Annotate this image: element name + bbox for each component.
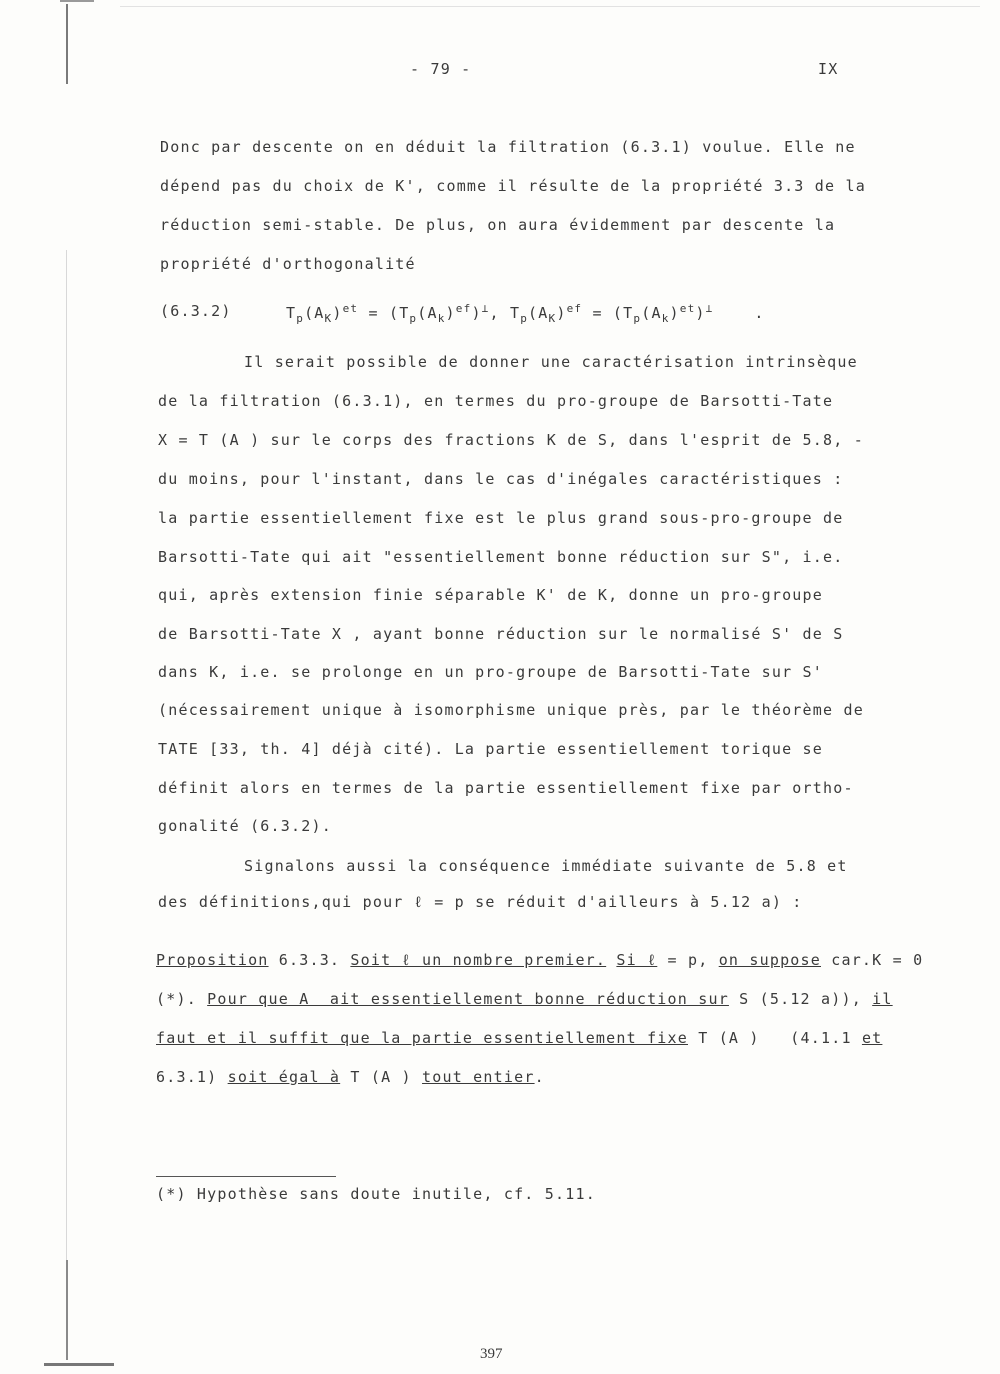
scan-binding-mark bbox=[66, 4, 68, 84]
footnote: (*) Hypothèse sans doute inutile, cf. 5.11. bbox=[156, 1185, 596, 1203]
text-line: TATE [33, th. 4] déjà cité). La partie essentiellement torique se bbox=[158, 740, 823, 758]
text-line: gonalité (6.3.2). bbox=[158, 817, 332, 835]
text-line: Signalons aussi la conséquence immédiate suivante de 5.8 et bbox=[244, 857, 848, 875]
equation-label: (6.3.2) bbox=[160, 302, 232, 320]
text-line: la partie essentiellement fixe est le plus grand sous-pro-groupe de bbox=[158, 509, 844, 527]
text-line: propriété d'orthogonalité bbox=[160, 255, 416, 273]
text-line: de Barsotti-Tate X , ayant bonne réduction sur le normalisé S' de S bbox=[158, 625, 844, 643]
text-line: X = T (A ) sur le corps des fractions K de S, dans l'esprit de 5.8, - bbox=[158, 431, 864, 449]
text-line: dépend pas du choix de K', comme il résulte de la propriété 3.3 de la bbox=[160, 177, 866, 195]
scan-binding-mark-bottom bbox=[66, 1260, 68, 1360]
proposition-line: faut et il suffit que la partie essentiellement fixe T (A ) (4.1.1 et bbox=[156, 1029, 883, 1047]
chapter-number: IX bbox=[818, 60, 839, 78]
text-line: définit alors en termes de la partie essentiellement fixe par ortho- bbox=[158, 779, 854, 797]
scan-edge-line bbox=[120, 6, 980, 7]
text-line: Il serait possible de donner une caractérisation intrinsèque bbox=[244, 353, 858, 371]
text-line: dans K, i.e. se prolonge en un pro-groupe de Barsotti-Tate sur S' bbox=[158, 663, 823, 681]
scan-margin-shadow bbox=[66, 250, 67, 1330]
text-line: réduction semi-stable. De plus, on aura évidemment par descente la bbox=[160, 216, 836, 234]
scan-corner-mark-bottom bbox=[44, 1355, 114, 1366]
text-line: du moins, pour l'instant, dans le cas d'inégales caractéristiques : bbox=[158, 470, 844, 488]
page-number: - 79 - bbox=[410, 60, 472, 78]
equation-6-3-2 bbox=[160, 300, 810, 336]
equation-body: $T_p(A_K)^{et} = (T_p(A_k)^{ef})^\perp$, $T_p(A_K)^{ef} = (T_p(A_k)^{et})^\perp$ . bbox=[286, 302, 765, 325]
text-line: Barsotti-Tate qui ait "essentiellement bonne réduction sur S", i.e. bbox=[158, 548, 844, 566]
proposition-line: (*). Pour que A ait essentiellement bonne réduction sur S (5.12 a)), il bbox=[156, 990, 893, 1008]
proposition-line: 6.3.1) soit égal à T (A ) tout entier. bbox=[156, 1068, 545, 1086]
text-line: (nécessairement unique à isomorphisme unique près, par le théorème de bbox=[158, 701, 864, 719]
text-line: de la filtration (6.3.1), en termes du pro-groupe de Barsotti-Tate bbox=[158, 392, 834, 410]
folio-number: 397 bbox=[480, 1346, 503, 1362]
text-line: qui, après extension finie séparable K' de K, donne un pro-groupe bbox=[158, 586, 823, 604]
text-line: des définitions,qui pour ℓ = p se réduit d'ailleurs à 5.12 a) : bbox=[158, 893, 803, 911]
proposition-line: Proposition 6.3.3. Soit ℓ un nombre premier. Si ℓ = p, on suppose car.K = 0 bbox=[156, 951, 924, 969]
footnote-rule bbox=[156, 1176, 336, 1177]
text-line: Donc par descente on en déduit la filtration (6.3.1) voulue. Elle ne bbox=[160, 138, 856, 156]
